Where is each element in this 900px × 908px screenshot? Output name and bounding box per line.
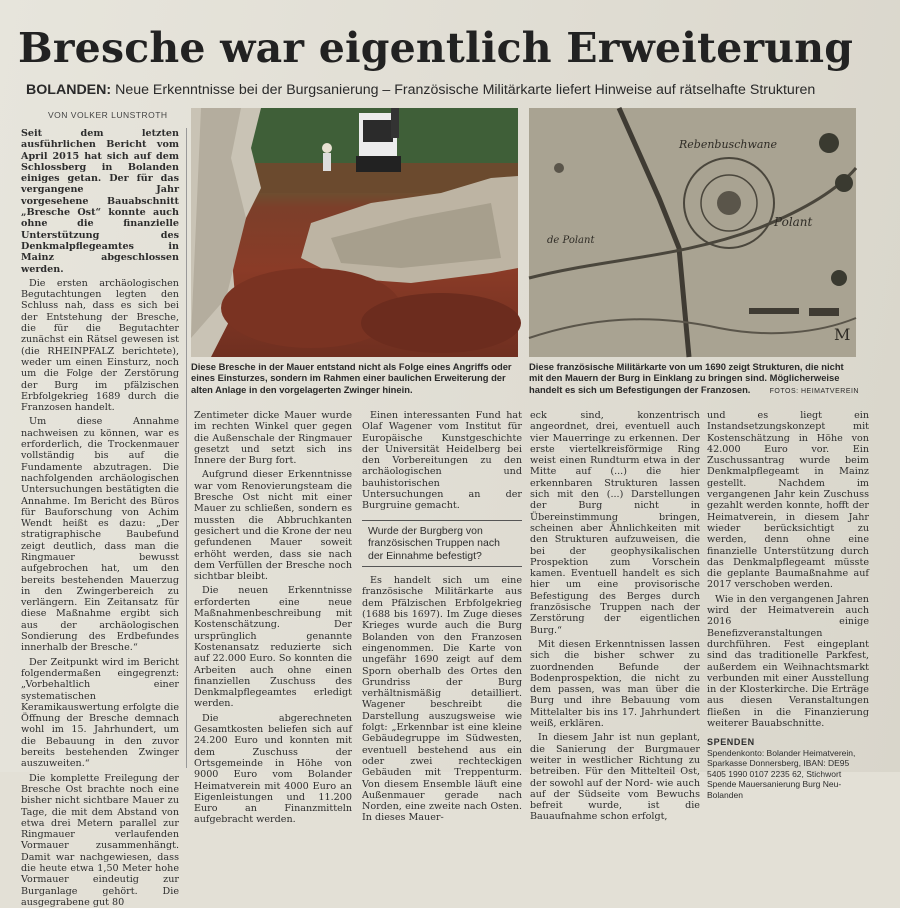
byline: VON VOLKER LUNSTROTH: [48, 110, 168, 120]
article-column-5: [707, 410, 869, 800]
paragraph: Die abgerechneten Gesamtkosten beliefen sich auf 24.200 Euro und konnten mit dem Zuschuss der Ortsgemeinde in Höhe von 9000 Euro vom Bolander Heimatverein mit 4000 Euro an Eigenleistungen und 11.200 Euro an Finanzmitteln aufgebracht werden.: [194, 712, 352, 826]
paragraph: Wie in den vergangenen Jahren wird der Heimatverein auch 2016 einige Benefizveranstaltungen durchführen. Fest eingeplant sind das traditionelle Parkfest, außerdem ein Weihnachtsmarkt verbunden mit einer Ausstellung in der Klosterkirche. Die Erträge aus diesen Veranstaltungen fließen in die Finanzierung weiterer Bauabschnitte.: [707, 593, 869, 730]
paragraph: Aufgrund dieser Erkenntnisse war vom Renovierungsteam die Bresche Ost nicht mit einer Mauer zu schließen, sondern es mussten die Abbruchkanten gesichert und die Krone der neu gefundenen Mauer soweit erhöht werden, dass sie nach dem Verfüllen der Bresche noch sichtbar bleibt.: [194, 469, 352, 583]
paragraph: Mit diesen Erkenntnissen lassen sich die bisher schwer zu zuordnenden Befunde der Bodenprospektion, die nicht zu dem passen, was man über die Burg und ihre Bebauung vom Mittelalter bis ins 17. Jahrhundert weiß, erklären.: [530, 638, 700, 730]
paragraph: Die neuen Erkenntnisse erforderten eine neue Maßnahmenbeschreibung mit Kostenschätzung. Der ursprünglich genannte Kostenansatz reduzierte sich auf 22.000 Euro. So konnten die Arbeiten auch ohne einen finanziellen Zuschuss des Denkmalpflegeamtes erledigt werden.: [194, 585, 352, 710]
map-label: M: [834, 325, 851, 344]
photo-credit: FOTOS: HEIMATVEREIN: [769, 387, 859, 395]
article-column-3: [362, 410, 522, 824]
military-map-illustration: [529, 108, 856, 357]
paragraph: Es handelt sich um eine französische Militärkarte aus dem Pfälzischen Erbfolgekrieg (1688 bis 1697). Im Zuge dieses Krieges wurde auch die Burg Bolanden von den Franzosen eingenommen. Die Karte von ungefähr 1690 zeigt auf dem Sporn oberhalb des Ortes den Grundriss der Burg verhältnismäßig detailliert. Wagener beschreibt die Darstellung auszugsweise wie folgt: „Erkennbar ist eine kleine Gebäudegruppe im Südwesten, eventuell bestehend aus ein oder zwei rechteckigen Gebäuden mit Treppenturm. Von diesem Ensemble läuft eine Außenmauer gerade nach Norden, eine zweite nach Osten. In dieses Mauer-: [362, 575, 522, 824]
photo-caption-1: Diese Bresche in der Mauer entstand nicht als Folge eines Angriffs oder eines Einsturzes, sondern im Rahmen einer baulichen Erweiterung der alten Anlage in den vorgelagerten Zwinger hinein.: [191, 361, 512, 395]
paragraph: Einen interessanten Fund hat Olaf Wagener vom Institut für Europäische Kunstgeschichte der Universität Heidelberg bei den Vorbereitungen zu den archäologischen und bauhistorischen Untersuchungen an der Burgruine gemacht.: [362, 410, 522, 512]
donation-box: [707, 737, 869, 800]
article-column-1: [21, 128, 179, 908]
subline: [26, 82, 896, 98]
donation-title: SPENDEN: [707, 737, 755, 748]
map-label: Rebenbuschwane: [679, 138, 778, 151]
paragraph: Um diese Annahme nachweisen zu können, war es erforderlich, die Trockenmauer vollständig bis auf die Fundamente abzutragen. Die nachfolgenden archäologischen Untersuchungen bestätigten die Annahme. Im Bericht des Büros für Bauforschung von Achim Wendt heißt es dazu: „Der stratigraphische Baubefund zeigt deutlich, dass man die Ringmauer bewusst aufgebrochen hat, um den bereits bestehenden Mauerzug in den Zwingerbereich zu verlängern. Ein Zeitansatz für diese Maßnahme ergibt sich aus der archäologischen Sondierung des Erdbefundes innerhalb der Bresche.“: [21, 416, 179, 654]
donation-text: Spendenkonto: Bolander Heimatverein, Sparkasse Donnersberg, IBAN: DE95 5405 1990 0107 2235 62, Stichwort Spende Mauersanierung Burg Neu-Bolanden: [707, 747, 856, 800]
paragraph: Die komplette Freilegung der Bresche Ost brachte noch eine bisher nicht sichtbare Mauer zu Tage, die mit dem Abstand von etwa drei Metern parallel zur Ringmauer verlaufenden Vormauer zusammenhängt. Damit war nachgewiesen, dass die heute etwa 1,50 Meter hohe Vormauer eindeutig zur Burganlage gehört. Die ausgegrabene gut 80: [21, 772, 179, 908]
map-label: Polant: [774, 215, 813, 229]
map-label: de Polant: [547, 235, 595, 246]
article-column-4: [530, 410, 700, 823]
subline-place: BOLANDEN:: [26, 82, 112, 98]
headline: Bresche war eigentlich Erweiterung: [18, 24, 854, 72]
lead-paragraph: Seit dem letzten ausführlichen Bericht vom April 2015 hat sich auf dem Schlossberg in Bolanden einiges getan. Der für das vergangene Jahr vorgesehene Bauabschnitt „Bresche Ost“ konnte auch ohne die finanzielle Unterstützung des Denkmalpflegeamtes in Mainz abgeschlossen werden.: [21, 128, 179, 275]
photo-caption-2: [529, 361, 859, 397]
military-map-photo: [529, 108, 856, 357]
paragraph: Der Zeitpunkt wird im Bericht folgendermaßen eingegrenzt: „Vorbehaltlich einer systematischen Keramikauswertung erfolgte die Öffnung der Bresche demnach wohl im 15. Jahrhundert, um die Bebauung in den zuvor bereits bestehenden Zwinger auszuweiten.“: [21, 656, 179, 770]
paragraph: In diesem Jahr ist nun geplant, die Sanierung der Burgmauer weiter in westlicher Richtung zu betreiben. Für den Mittelteil Ost, der sowohl auf der Nord- wie auch auf der Südseite vom Bewuchs befreit wurde, ist die Bauaufnahme schon erfolgt,: [530, 732, 700, 823]
paragraph: Zentimeter dicke Mauer wurde im rechten Winkel quer gegen die Außenschale der Ringmauer gesetzt und setzt sich ins Innere der Burg fort.: [194, 410, 352, 467]
article-column-2: [194, 410, 352, 826]
construction-photo: [191, 108, 518, 357]
caption-text: Diese französische Militärkarte von um 1690 zeigt Strukturen, die nicht mit den Mauern der Burg in Einklang zu bringen sind. Möglicherweise handelt es sich um Befestigungen der Franzosen.: [529, 361, 844, 395]
paragraph: und es liegt ein Instandsetzungskonzept mit Kostenschätzung in Höhe von 42.000 Euro vor. Ein Zuschussantrag wurde beim Denkmalpflegeamt in Mainz gestellt. Nachdem im vergangenen Jahr kein Zuschuss gezahlt werden konnte, hofft der Heimatverein, in diesem Jahr wieder berücksichtigt zu werden, denn ohne eine finanzielle Unterstützung durch das Denkmalpflegeamt müsste die geplante Baumaßnahme auf 2017 verschoben werden.: [707, 410, 869, 591]
paragraph: Die ersten archäologischen Begutachtungen legten den Schluss nah, dass es sich bei der Entstehung der Bresche, die für die Begutachter zunächst ein Rätsel gewesen ist (die RHEINPFALZ berichtete), weder um einen Einsturz, noch um die Folge der Zerstörung der Burg im pfälzischen Erbfolgekrieg 1689 durch die Franzosen handelt.: [21, 277, 179, 414]
construction-photo-illustration: [191, 108, 518, 357]
paragraph: eck sind, konzentrisch angeordnet, drei, eventuell auch vier Mauerringe zu erkennen. Der erste viertelkreisförmige Ring weist einen Rundturm etwa in der Mitte auf (...) die hier erkennbaren Strukturen lassen sich mit den (...) Darstellungen der Burg nicht in Übereinstimmung bringen, scheinen aber Ähnlichkeiten mit den Strukturen aufzuweisen, die bei der geophysikalischen Prospektion zum Vorschein kamen. Eventuell handelt es sich hier um eine provisorische Befestigung des Berges durch französische Truppen nach der Zerstörung der eigentlichen Burg.“: [530, 410, 700, 636]
column-divider: [186, 128, 187, 768]
subline-text: Neue Erkenntnisse bei der Burgsanierung – Französische Militärkarte liefert Hinweise auf rätselhafte Strukturen: [111, 82, 816, 98]
pull-quote: Wurde der Burgberg von französischen Truppen nach der Einnahme befestigt?: [362, 520, 522, 568]
